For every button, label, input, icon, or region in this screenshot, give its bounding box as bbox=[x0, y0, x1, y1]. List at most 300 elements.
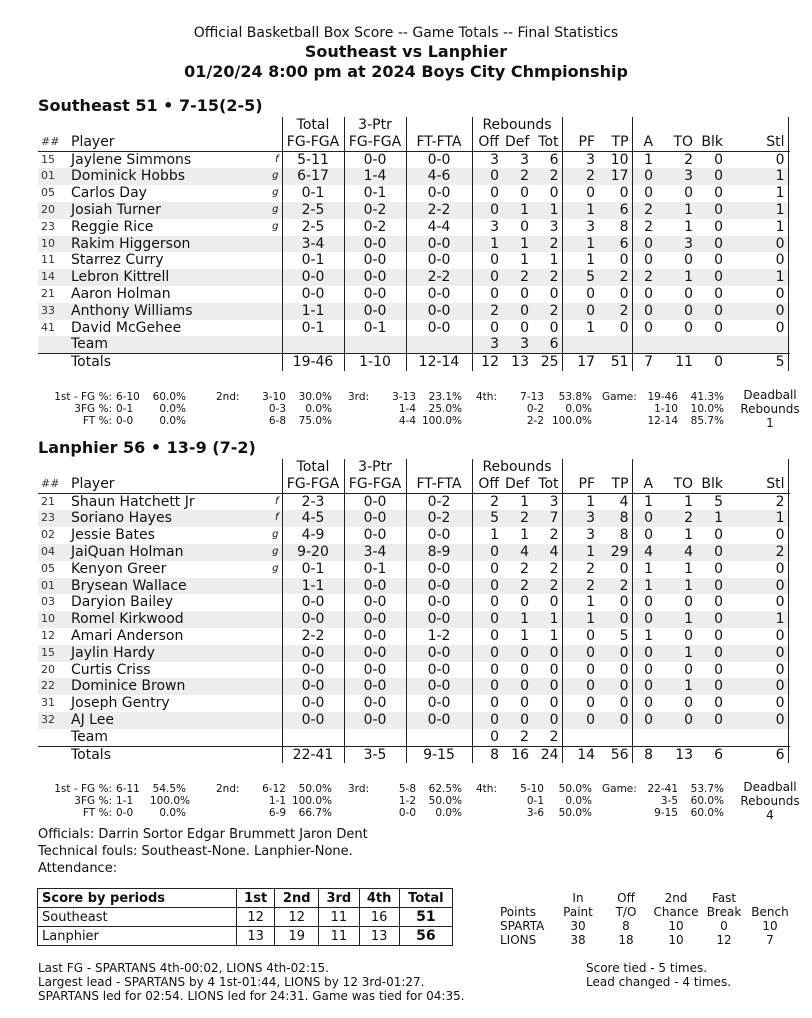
stat-stl: 1 bbox=[726, 611, 788, 628]
score-by-periods-table bbox=[37, 888, 453, 946]
stat-min bbox=[788, 510, 790, 527]
stat-a: 0 bbox=[632, 510, 656, 527]
stat-pf: 1 bbox=[562, 611, 598, 628]
stat-min bbox=[788, 578, 790, 595]
stat-tp: 5 bbox=[598, 628, 632, 645]
stat-pf: 0 bbox=[586, 185, 596, 202]
stat-fg3: 0-1 bbox=[344, 320, 406, 337]
team-blank bbox=[38, 336, 68, 353]
header-pf: PF bbox=[562, 134, 598, 151]
player-row bbox=[38, 269, 790, 286]
player-number: 15 bbox=[41, 152, 55, 166]
periods-header: 1st bbox=[237, 889, 275, 908]
stat-def: 1 bbox=[520, 493, 529, 510]
player-number: 05 bbox=[41, 186, 55, 200]
team-blank bbox=[788, 729, 790, 746]
stat-to: 0 bbox=[684, 594, 694, 611]
stat-stl: 1 bbox=[726, 510, 788, 527]
shooting-stat: 3FG %: bbox=[74, 403, 112, 415]
shooting-stat: FT %: bbox=[82, 807, 112, 819]
periods-row bbox=[38, 927, 453, 946]
stat-off: 0 bbox=[472, 712, 502, 729]
stat-def: 1 bbox=[502, 236, 532, 253]
shooting-stat: 3-5 bbox=[660, 795, 678, 807]
shooting-stat: 1st - FG %: bbox=[54, 783, 112, 795]
stat-to: 1 bbox=[656, 578, 696, 595]
player-row bbox=[38, 510, 790, 527]
header-blank bbox=[788, 459, 790, 476]
player-number: 23 bbox=[38, 510, 68, 527]
player-name: Anthony Williams bbox=[68, 303, 246, 320]
stat-def: 1 bbox=[502, 611, 532, 628]
stat-min bbox=[788, 712, 790, 729]
stat-ft: 8-9 bbox=[406, 544, 472, 561]
total-pf: 14 bbox=[562, 746, 598, 763]
stat-tot: 0 bbox=[532, 695, 562, 712]
points-value: 10 bbox=[668, 919, 684, 933]
stat-def: 2 bbox=[520, 560, 529, 577]
header-blank bbox=[246, 459, 282, 476]
shooting-stat: 100.0% bbox=[551, 415, 592, 427]
player-position bbox=[246, 252, 282, 269]
player-position: g bbox=[246, 544, 282, 561]
points-team: LIONS bbox=[500, 933, 537, 947]
stat-fg: 0-0 bbox=[282, 645, 344, 662]
stat-fg3: 0-0 bbox=[344, 594, 406, 611]
stat-def: 0 bbox=[502, 645, 532, 662]
player-position bbox=[246, 645, 282, 662]
shooting-stat: 3-6 bbox=[526, 807, 544, 819]
team-blank bbox=[656, 729, 696, 746]
stat-min bbox=[788, 286, 790, 303]
header-blank bbox=[246, 476, 282, 493]
periods-total: 51 bbox=[399, 908, 452, 927]
player-number: 10 bbox=[38, 236, 68, 253]
stat-pf: 0 bbox=[562, 303, 598, 320]
stat-tot: 6 bbox=[532, 151, 562, 168]
stat-pf: 5 bbox=[562, 269, 598, 286]
player-number: 15 bbox=[38, 645, 68, 662]
box-score-table bbox=[38, 459, 790, 763]
stat-fg: 2-3 bbox=[282, 493, 344, 510]
stat-fg: 0-0 bbox=[282, 678, 344, 695]
player-name: Josiah Turner bbox=[68, 202, 246, 219]
shooting-stat: 50.0% bbox=[558, 807, 592, 819]
header-blk: Blk bbox=[696, 476, 726, 493]
stat-blk: 0 bbox=[696, 269, 726, 286]
player-row bbox=[38, 544, 790, 561]
stat-tp: 2 bbox=[598, 578, 632, 595]
player-name: Daryion Bailey bbox=[71, 594, 174, 611]
stat-fg3: 0-0 bbox=[344, 493, 406, 510]
player-name: David McGehee bbox=[71, 319, 182, 336]
shooting-summary bbox=[38, 391, 808, 431]
stat-tot: 2 bbox=[532, 303, 562, 320]
stat-min bbox=[788, 544, 790, 561]
deadball-text: Rebounds bbox=[740, 402, 800, 416]
stat-to: 0 bbox=[684, 695, 694, 712]
player-position bbox=[246, 712, 282, 729]
stat-off: 2 bbox=[472, 493, 502, 510]
stat-stl: 0 bbox=[726, 320, 788, 337]
periods-score: 11 bbox=[319, 927, 359, 946]
stat-off: 0 bbox=[472, 662, 502, 679]
stat-tp: 2 bbox=[598, 303, 632, 320]
player-row bbox=[38, 219, 790, 236]
stat-stl: 2 bbox=[726, 544, 788, 561]
player-number: 21 bbox=[41, 286, 55, 300]
total-to: 13 bbox=[656, 746, 696, 763]
total-ft: 9-15 bbox=[406, 746, 472, 763]
stat-blk: 0 bbox=[714, 661, 724, 678]
stat-tp: 0 bbox=[598, 320, 632, 337]
header-number: ## bbox=[38, 476, 68, 493]
header-tot: Tot bbox=[532, 134, 562, 151]
player-name: Amari Anderson bbox=[71, 627, 184, 644]
stat-to: 1 bbox=[684, 218, 694, 235]
stat-min bbox=[788, 493, 790, 510]
stat-def: 0 bbox=[502, 712, 532, 729]
stat-tp: 10 bbox=[598, 151, 632, 168]
stat-min bbox=[788, 219, 790, 236]
stat-tot: 0 bbox=[532, 662, 562, 679]
stat-off: 0 bbox=[472, 628, 502, 645]
periods-team: Southeast bbox=[38, 908, 237, 927]
player-position bbox=[246, 594, 282, 611]
shooting-stat: 60.0% bbox=[690, 795, 724, 807]
points-head: Fast bbox=[711, 891, 737, 905]
matchup-title: Southeast vs Lanphier bbox=[304, 42, 508, 61]
team-blank bbox=[246, 336, 282, 353]
header-blank bbox=[562, 459, 598, 476]
shooting-stat: 54.5% bbox=[152, 783, 186, 795]
stat-min bbox=[788, 611, 790, 628]
stat-pf: 3 bbox=[586, 527, 596, 544]
player-row bbox=[38, 286, 790, 303]
shooting-stat: 19-46 bbox=[647, 391, 678, 403]
stat-off: 0 bbox=[472, 202, 502, 219]
stat-tot: 0 bbox=[532, 320, 562, 337]
stat-to: 0 bbox=[656, 303, 696, 320]
stat-def: 1 bbox=[520, 627, 529, 644]
stat-def: 0 bbox=[520, 695, 529, 712]
player-name: Jaylene Simmons bbox=[71, 151, 192, 168]
shooting-stat: 25.0% bbox=[428, 403, 462, 415]
stat-blk: 1 bbox=[696, 510, 726, 527]
stat-to: 1 bbox=[684, 560, 694, 577]
team-label: Team bbox=[71, 728, 109, 745]
stat-tp: 2 bbox=[598, 269, 632, 286]
deadball-rebounds bbox=[730, 388, 810, 430]
stat-off: 0 bbox=[472, 695, 502, 712]
stat-blk: 0 bbox=[696, 712, 726, 729]
player-row bbox=[38, 236, 790, 253]
stat-a: 0 bbox=[632, 236, 656, 253]
stat-ft: 1-2 bbox=[406, 628, 472, 645]
stat-def: 2 bbox=[502, 510, 532, 527]
player-name: Aaron Holman bbox=[71, 285, 171, 302]
header-stl: Stl bbox=[726, 476, 788, 493]
shooting-summary bbox=[38, 783, 808, 823]
stat-tp: 8 bbox=[598, 527, 632, 544]
player-row bbox=[38, 594, 790, 611]
points-value: 18 bbox=[618, 933, 634, 947]
stat-pf: 2 bbox=[586, 560, 596, 577]
shooting-stat: 6-10 bbox=[116, 391, 140, 403]
total-fg: 22-41 bbox=[282, 746, 344, 763]
deadball-text: Deadball bbox=[743, 780, 797, 794]
stat-fg: 0-1 bbox=[282, 561, 344, 578]
stat-off: 0 bbox=[472, 594, 502, 611]
stat-blk: 0 bbox=[714, 627, 724, 644]
stat-min bbox=[788, 645, 790, 662]
total-min bbox=[788, 354, 790, 371]
stat-blk: 0 bbox=[696, 168, 726, 185]
total-stl: 5 bbox=[726, 354, 788, 371]
player-position: g bbox=[272, 529, 279, 541]
stat-pf: 0 bbox=[562, 645, 598, 662]
shooting-stat: 30.0% bbox=[298, 391, 332, 403]
stat-fg: 0-1 bbox=[282, 185, 344, 202]
totals-row bbox=[38, 354, 790, 371]
header-to: TO bbox=[656, 476, 696, 493]
stat-def: 0 bbox=[520, 661, 529, 678]
points-head: Paint bbox=[563, 905, 593, 919]
shooting-stat: 0-0 bbox=[398, 807, 416, 819]
total-pf: 17 bbox=[562, 354, 598, 371]
player-position bbox=[246, 269, 282, 286]
totals-blank bbox=[246, 746, 282, 763]
stat-min bbox=[788, 303, 790, 320]
stat-fg: 6-17 bbox=[282, 168, 344, 185]
stat-tp: 6 bbox=[598, 202, 632, 219]
shooting-stat: 53.8% bbox=[558, 391, 592, 403]
stat-blk: 0 bbox=[714, 527, 724, 544]
stat-off: 5 bbox=[472, 510, 502, 527]
player-number: 22 bbox=[38, 678, 68, 695]
stat-def: 0 bbox=[502, 303, 532, 320]
header-total: Total bbox=[282, 117, 344, 134]
header-blank bbox=[726, 117, 788, 134]
score-tied-note: Score tied - 5 times. bbox=[586, 961, 708, 975]
stat-def: 0 bbox=[520, 594, 529, 611]
player-position: g bbox=[272, 220, 279, 232]
shooting-stat: 50.0% bbox=[558, 783, 592, 795]
totals-label: Totals bbox=[68, 746, 246, 763]
stat-fg3: 0-0 bbox=[344, 236, 406, 253]
stat-off: 3 bbox=[472, 336, 502, 353]
stat-def: 2 bbox=[502, 578, 532, 595]
stat-fg3: 0-1 bbox=[344, 185, 406, 202]
stat-stl: 0 bbox=[726, 236, 788, 253]
stat-def: 2 bbox=[502, 168, 532, 185]
stat-to: 0 bbox=[684, 627, 694, 644]
stat-to: 1 bbox=[656, 645, 696, 662]
stat-tp: 0 bbox=[598, 252, 632, 269]
stat-fg: 0-1 bbox=[282, 320, 344, 337]
player-number: 05 bbox=[41, 561, 55, 575]
total-stl: 6 bbox=[726, 746, 788, 763]
player-number: 21 bbox=[41, 494, 55, 508]
header-player: Player bbox=[68, 476, 246, 493]
player-name: Carlos Day bbox=[71, 185, 147, 202]
periods-score: 11 bbox=[319, 908, 359, 927]
stat-off: 3 bbox=[472, 151, 502, 168]
points-head: Bench bbox=[751, 905, 789, 919]
stat-min bbox=[788, 168, 790, 185]
player-row bbox=[38, 320, 790, 337]
points-head: Off bbox=[617, 891, 635, 905]
shooting-stat: 3-13 bbox=[392, 391, 416, 403]
points-value: 12 bbox=[716, 933, 732, 947]
stat-fg: 0-0 bbox=[282, 695, 344, 712]
header-blank bbox=[406, 459, 472, 476]
team-blank bbox=[38, 729, 68, 746]
shooting-stat: 0-2 bbox=[526, 403, 544, 415]
shooting-stat: Game: bbox=[602, 391, 637, 403]
stat-def: 1 bbox=[502, 202, 532, 219]
total-blk: 6 bbox=[696, 746, 726, 763]
stat-a: 0 bbox=[632, 611, 656, 628]
lead-changed-note: Lead changed - 4 times. bbox=[586, 975, 732, 989]
stat-tot: 1 bbox=[532, 628, 562, 645]
shooting-stat: 1-2 bbox=[398, 795, 416, 807]
periods-score: 12 bbox=[237, 908, 275, 927]
stat-def: 2 bbox=[520, 728, 529, 745]
stat-pf: 3 bbox=[586, 218, 596, 235]
stat-tot: 2 bbox=[532, 578, 562, 595]
stat-blk: 0 bbox=[696, 236, 726, 253]
stat-fg3: 0-1 bbox=[344, 561, 406, 578]
stat-to: 0 bbox=[684, 252, 694, 269]
team-blank bbox=[632, 336, 656, 353]
stat-to: 3 bbox=[656, 236, 696, 253]
stat-ft: 0-0 bbox=[406, 286, 472, 303]
stat-ft: 0-0 bbox=[406, 678, 472, 695]
shooting-stat: 4th: bbox=[476, 391, 497, 403]
shooting-stat: 85.7% bbox=[690, 415, 724, 427]
periods-team: Lanphier bbox=[38, 927, 237, 946]
player-row bbox=[38, 645, 790, 662]
shooting-stat: 1-1 bbox=[268, 795, 286, 807]
stat-tp: 6 bbox=[598, 236, 632, 253]
stat-fg3: 0-0 bbox=[344, 578, 406, 595]
deadball-text: 1 bbox=[766, 416, 774, 430]
stat-a: 2 bbox=[632, 202, 656, 219]
stat-a: 2 bbox=[632, 269, 656, 286]
player-name: Dominick Hobbs bbox=[68, 168, 246, 185]
stat-tot: 0 bbox=[532, 712, 562, 729]
stat-pf: 3 bbox=[562, 510, 598, 527]
stat-tot: 0 bbox=[532, 645, 562, 662]
technical-fouls: Technical fouls: Southeast-None. Lanphier-None. bbox=[38, 844, 353, 859]
points-value: 8 bbox=[622, 919, 630, 933]
stat-fg: 5-11 bbox=[282, 151, 344, 168]
stat-pf: 0 bbox=[586, 285, 596, 302]
shooting-stat: 3rd: bbox=[348, 391, 370, 403]
shooting-stat: 50.0% bbox=[428, 795, 462, 807]
stat-tot: 0 bbox=[532, 185, 562, 202]
header-player: Player bbox=[68, 134, 246, 151]
player-name: AJ Lee bbox=[68, 712, 246, 729]
stat-blk: 5 bbox=[714, 493, 724, 510]
stat-def: 0 bbox=[520, 285, 529, 302]
stat-blk: 0 bbox=[696, 303, 726, 320]
stat-to: 0 bbox=[684, 661, 694, 678]
shooting-stat: 3FG %: bbox=[74, 795, 112, 807]
player-position: f bbox=[274, 153, 279, 165]
team-row bbox=[38, 729, 790, 746]
stat-off: 1 bbox=[472, 527, 502, 544]
points-value: 7 bbox=[766, 933, 774, 947]
player-name: Jessie Bates bbox=[71, 527, 155, 544]
player-position bbox=[246, 611, 282, 628]
stat-a: 0 bbox=[632, 712, 656, 729]
stat-fg3: 3-4 bbox=[344, 544, 406, 561]
stat-ft: 4-6 bbox=[406, 168, 472, 185]
stat-min bbox=[788, 269, 790, 286]
stat-def: 1 bbox=[520, 527, 529, 544]
stat-tp: 17 bbox=[598, 168, 632, 185]
stat-to: 2 bbox=[656, 510, 696, 527]
stat-tp: 0 bbox=[598, 286, 632, 303]
player-position bbox=[246, 628, 282, 645]
periods-header: Score by periods bbox=[38, 889, 237, 908]
stat-pf: 1 bbox=[586, 252, 596, 269]
stat-off: 0 bbox=[472, 645, 502, 662]
header-group-row bbox=[38, 117, 790, 134]
stat-stl: 0 bbox=[726, 252, 788, 269]
header-tp: TP bbox=[598, 134, 632, 151]
stat-ft: 0-0 bbox=[406, 695, 472, 712]
stat-tot: 1 bbox=[532, 202, 562, 219]
shooting-stat: 6-12 bbox=[262, 783, 286, 795]
stat-fg: 1-1 bbox=[282, 578, 344, 595]
team-blank bbox=[246, 729, 282, 746]
stat-min bbox=[788, 151, 790, 168]
stat-blk: 0 bbox=[714, 252, 724, 269]
player-name: Soriano Hayes bbox=[68, 510, 246, 527]
stat-blk: 0 bbox=[696, 544, 726, 561]
totals-row bbox=[38, 746, 790, 763]
stat-fg3: 1-4 bbox=[344, 168, 406, 185]
stat-stl: 0 bbox=[726, 578, 788, 595]
stat-pf: 0 bbox=[586, 661, 596, 678]
stat-off: 3 bbox=[472, 219, 502, 236]
shooting-stat: 7-13 bbox=[520, 391, 544, 403]
shooting-stat: 62.5% bbox=[428, 783, 462, 795]
team-blank bbox=[696, 336, 726, 353]
points-head: T/O bbox=[615, 905, 637, 919]
stat-blk: 0 bbox=[696, 645, 726, 662]
player-number: 11 bbox=[41, 253, 55, 267]
stat-def: 0 bbox=[520, 185, 529, 202]
player-number: 04 bbox=[38, 544, 68, 561]
header-def: Def bbox=[502, 134, 532, 151]
header-ft: FT-FTA bbox=[406, 134, 472, 151]
shooting-stat: 0.0% bbox=[565, 403, 592, 415]
team-blank bbox=[632, 729, 656, 746]
header-blank bbox=[562, 117, 598, 134]
stat-tot: 2 bbox=[532, 527, 562, 544]
player-number: 32 bbox=[38, 712, 68, 729]
shooting-stat: 0-3 bbox=[268, 403, 286, 415]
shooting-stat: 4-4 bbox=[398, 415, 416, 427]
player-number: 02 bbox=[41, 528, 55, 542]
stat-blk: 0 bbox=[714, 594, 724, 611]
stat-tp: 0 bbox=[598, 611, 632, 628]
shooting-stat: 0-0 bbox=[116, 807, 134, 819]
